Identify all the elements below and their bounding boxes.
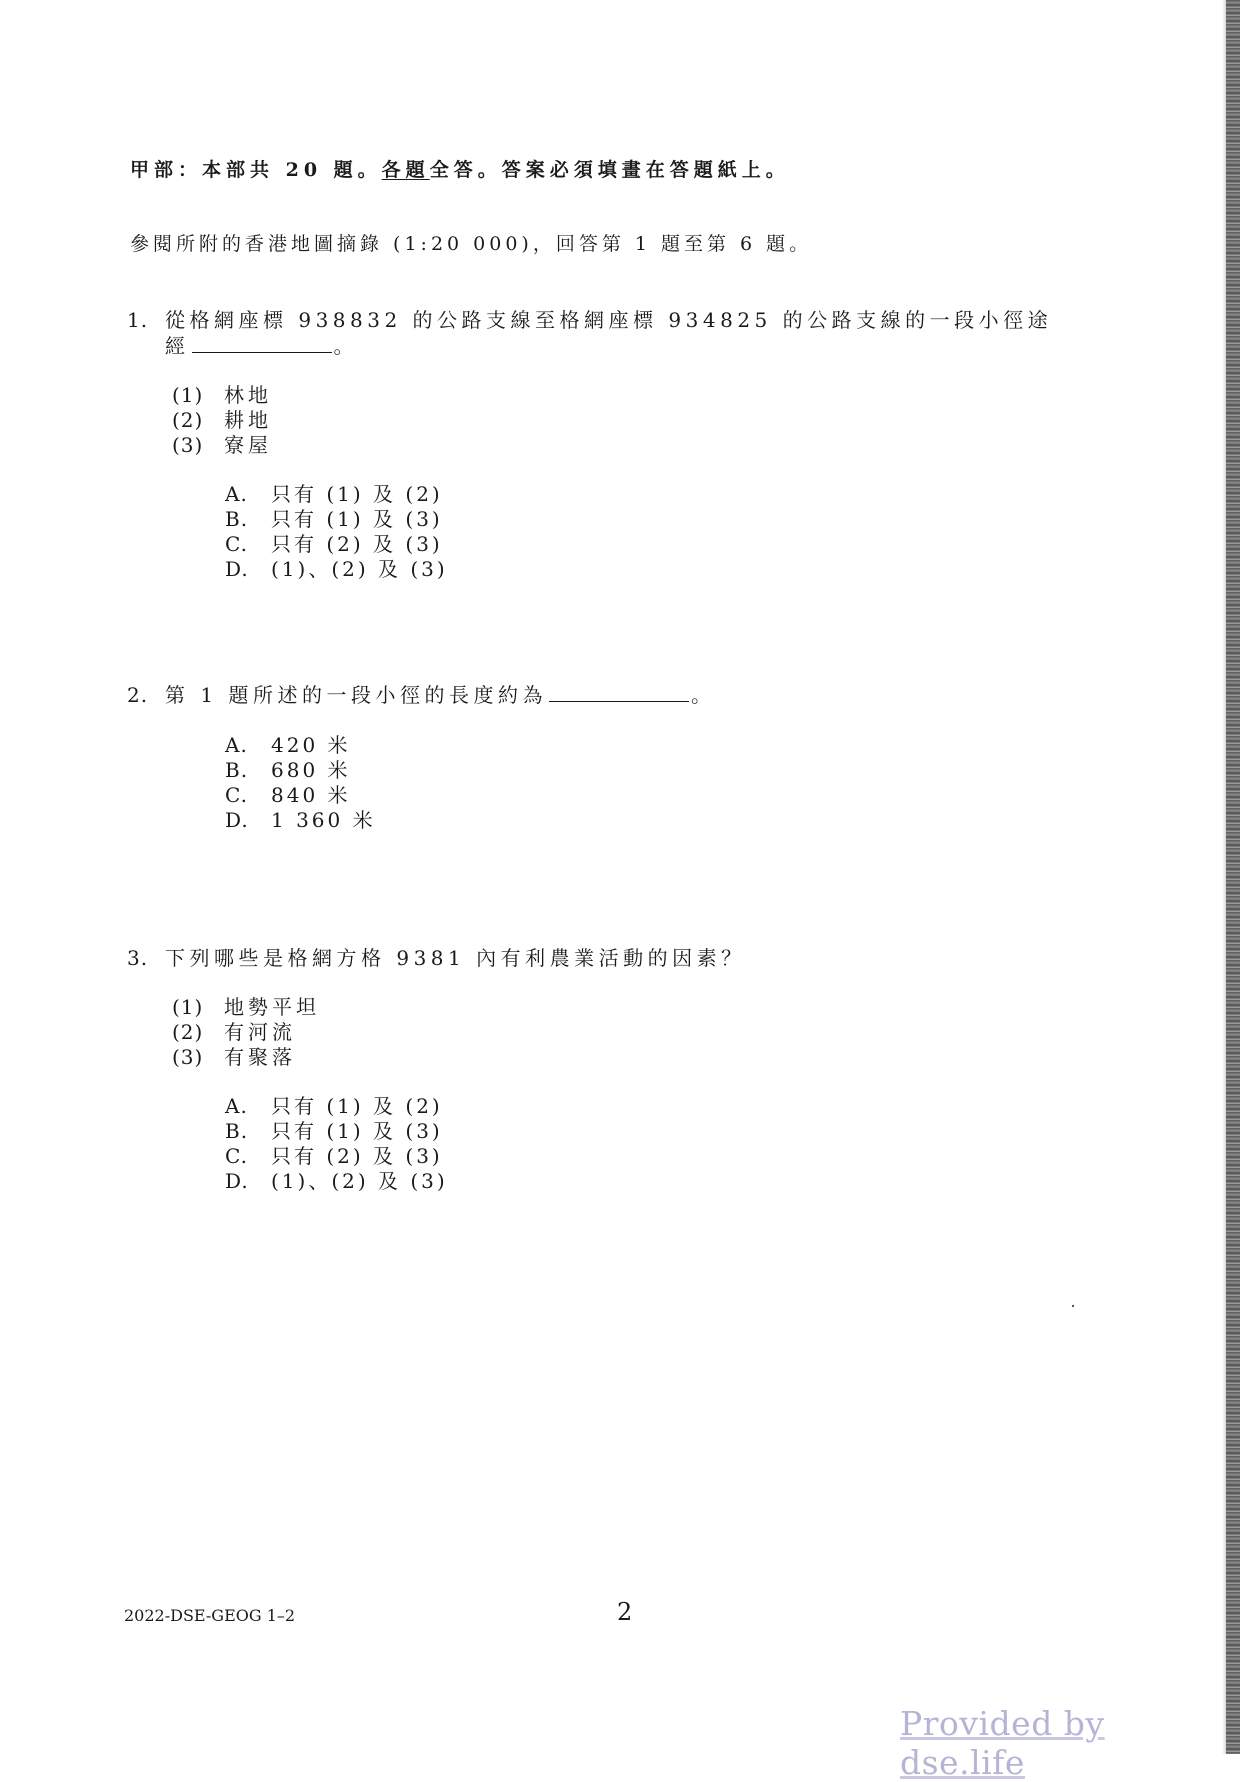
question-3-line1: 下列哪些是格網方格 9381 內有利農業活動的因素？ <box>165 946 746 970</box>
scan-speck <box>1072 1305 1074 1307</box>
statement-text: 有聚落 <box>224 1045 296 1069</box>
option-text: 只有 (2) 及 (3) <box>271 1144 443 1168</box>
instruction-prefix: 甲部：本部共 20 題。 <box>130 159 382 181</box>
q1-option-b <box>225 507 443 531</box>
option-label: B. <box>225 1119 249 1143</box>
scan-edge <box>1226 0 1240 1754</box>
option-label: C. <box>225 783 248 807</box>
q2-option-d <box>225 808 376 832</box>
question-3-number: 3. <box>127 946 149 970</box>
q3-option-d <box>225 1169 448 1193</box>
q3-option-c <box>225 1144 443 1168</box>
statement-label: (3) <box>172 1045 204 1069</box>
option-label: D. <box>225 808 249 832</box>
page-number: 2 <box>617 1598 633 1626</box>
q1-statement-2 <box>172 408 272 432</box>
q1-option-d <box>225 557 448 581</box>
option-text: 只有 (1) 及 (3) <box>271 507 443 531</box>
question-1-line2-prefix: 經 <box>165 334 190 358</box>
statement-label: (2) <box>172 408 204 432</box>
question-1-line2-suffix: 。 <box>333 334 358 358</box>
question-1-line2 <box>165 334 358 358</box>
option-label: A. <box>225 482 248 506</box>
section-instruction <box>130 158 790 182</box>
statement-text: 有河流 <box>224 1020 296 1044</box>
option-text: 只有 (1) 及 (2) <box>271 482 443 506</box>
answer-blank <box>192 334 332 353</box>
question-2-suffix: 。 <box>690 683 716 707</box>
paper-code: 2022-DSE-GEOG 1–2 <box>124 1606 296 1625</box>
intro-text: 參閱所附的香港地圖摘錄 (1:20 000)，回答第 1 題至第 6 題。 <box>130 233 813 255</box>
q2-option-a <box>225 733 351 757</box>
statement-text: 地勢平坦 <box>224 995 320 1019</box>
provider-watermark-link[interactable]: Provided by dse.life <box>900 1704 1105 1782</box>
option-label: C. <box>225 1144 248 1168</box>
scan-edge-shadow <box>1222 0 1226 1754</box>
q3-statement-1 <box>172 995 320 1019</box>
question-1-number: 1. <box>127 308 149 332</box>
option-label: D. <box>225 1169 249 1193</box>
statement-label: (3) <box>172 433 204 457</box>
question-2-text: 第 1 題所述的一段小徑的長度約為 <box>165 683 547 707</box>
q3-option-b <box>225 1119 443 1143</box>
option-label: C. <box>225 532 248 556</box>
option-text: 1 360 米 <box>271 808 376 832</box>
option-text: 680 米 <box>271 758 351 782</box>
question-2-line1 <box>165 683 715 707</box>
q1-option-a <box>225 482 443 506</box>
statement-label: (2) <box>172 1020 204 1044</box>
q1-statement-3 <box>172 433 272 457</box>
q1-option-c <box>225 532 443 556</box>
option-text: 只有 (1) 及 (2) <box>271 1094 443 1118</box>
option-label: B. <box>225 507 249 531</box>
option-text: (1)、(2) 及 (3) <box>271 1169 448 1193</box>
q1-statement-1 <box>172 383 272 407</box>
option-text: 只有 (1) 及 (3) <box>271 1119 443 1143</box>
statement-text: 林地 <box>224 383 272 407</box>
question-2-number: 2. <box>127 683 149 707</box>
option-label: A. <box>225 1094 248 1118</box>
q2-option-b <box>225 758 351 782</box>
statement-text: 寮屋 <box>224 433 272 457</box>
option-text: 420 米 <box>271 733 351 757</box>
option-text: (1)、(2) 及 (3) <box>271 557 448 581</box>
q3-statement-2 <box>172 1020 296 1044</box>
question-1-line1: 從格網座標 938832 的公路支線至格網座標 934825 的公路支線的一段小徑途 <box>165 308 1053 332</box>
statement-text: 耕地 <box>224 408 272 432</box>
answer-blank <box>549 683 689 702</box>
option-label: B. <box>225 758 249 782</box>
option-text: 840 米 <box>271 783 351 807</box>
instruction-suffix: 全答。答案必須填畫在答題紙上。 <box>429 159 790 181</box>
q2-option-c <box>225 783 351 807</box>
q3-statement-3 <box>172 1045 296 1069</box>
q3-option-a <box>225 1094 443 1118</box>
option-text: 只有 (2) 及 (3) <box>271 532 443 556</box>
option-label: A. <box>225 733 248 757</box>
statement-label: (1) <box>172 995 204 1019</box>
instruction-underlined: 各題 <box>381 159 430 181</box>
option-label: D. <box>225 557 249 581</box>
statement-label: (1) <box>172 383 204 407</box>
